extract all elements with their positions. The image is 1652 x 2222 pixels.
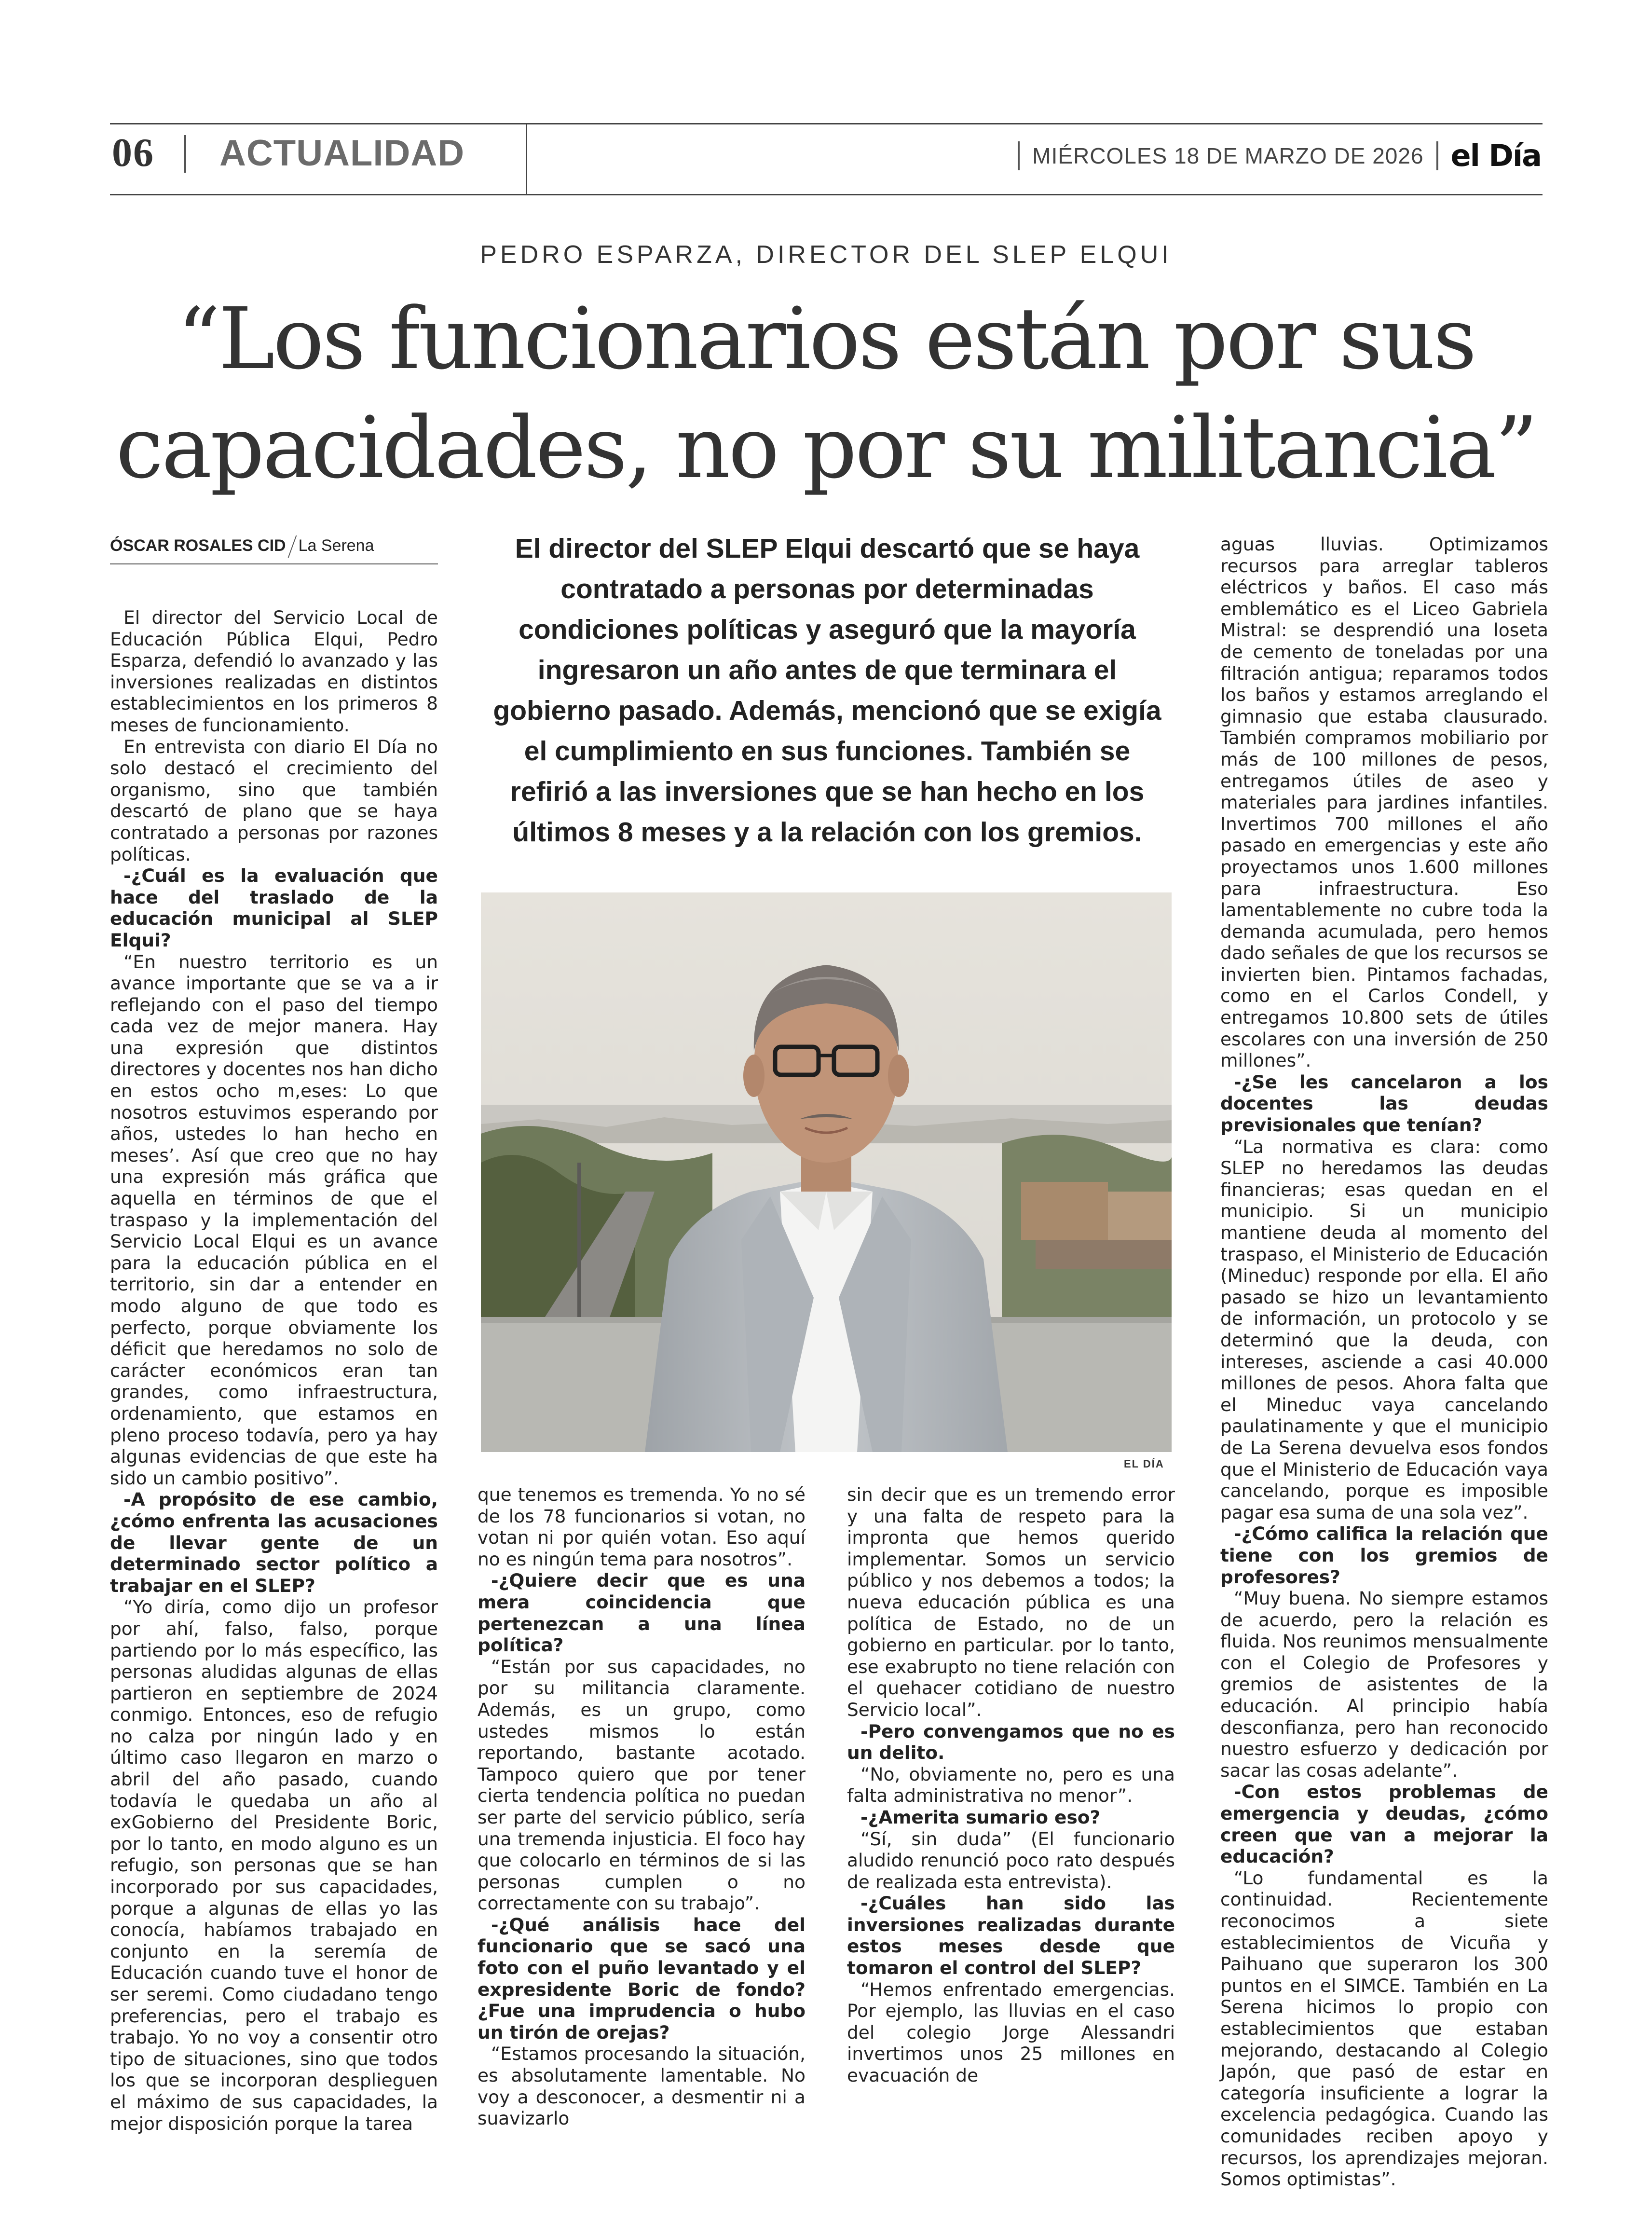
body-paragraph: aguas lluvias. Optimizamos recursos para arreglar tableros eléctricos y baños. El caso más emblemático es el Liceo Gabriela Mistral: se desprendió una loseta de cemento de toneladas por una filtración antigua; reparamos todos los baños y estamos arreglando el gimnasio que estaba clausurado. También compramos mobiliario por más de 100 millones de pesos, entregamos útiles de aseo y materiales para jardines infantiles. Invertimos 700 millones el año pasado en emergencias y este año proyectamos unos 1.600 millones para infraestructura. Eso lamentablemente no cubre toda la demanda acumulada, pero hemos dado señales de que los recursos se invierten bien. Pintamos fachadas, como en el Carlos Condell, y entregamos 10.800 sets de útiles escolares con una inversión de 250 millones”. xyxy=(1220,534,1548,1071)
interview-question: -Con estos problemas de emergencia y deudas, ¿cómo creen que van a mejorar la educación? xyxy=(1220,1781,1548,1867)
body-paragraph: que tenemos es tremenda. Yo no sé de los 78 funcionarios si votan, no votan ni por quién votan. Eso aquí no es ningún tema para nosotros”. xyxy=(478,1484,806,1570)
body-paragraph: “Están por sus capacidades, no por su militancia claramente. Además, es un grupo, como ustedes mismos lo están reportando, bastante acotado. Tampoco quiero que por tener cierta tendencia política no puedan ser parte del servicio público, sería una tremenda injusticia. El foco hay que colocarlo en términos de si las personas cumplen o no correctamente con su trabajo”. xyxy=(478,1656,806,1914)
interview-question: -¿Cómo califica la relación que tiene con los gremios de profesores? xyxy=(1220,1523,1548,1588)
byline-slash xyxy=(287,535,297,558)
interview-question: -Pero convengamos que no es un delito. xyxy=(847,1720,1175,1764)
header-rule-top xyxy=(110,123,1543,124)
photo-credit: EL DÍA xyxy=(1124,1458,1164,1470)
body-column-3 xyxy=(847,1484,1175,2086)
date-divider-left xyxy=(1018,141,1020,170)
body-paragraph: En entrevista con diario El Día no solo destacó el crecimiento del organismo, sino que también descartó de plano que se haya contratado a personas por razones políticas. xyxy=(110,736,438,865)
header-rule-bottom xyxy=(110,194,1543,195)
header-divider xyxy=(526,123,527,195)
body-paragraph: “Muy buena. No siempre estamos de acuerdo, pero la relación es fluida. Nos reunimos mensualmente con el Colegio de Profesores y gremios de asistentes de la educación. Al principio había desconfianza, pero han reconocido nuestro esfuerzo y dedicación por sacar las cosas adelante”. xyxy=(1220,1588,1548,1781)
interview-question: -A propósito de ese cambio, ¿cómo enfrenta las acusaciones de llevar gente de un determinado sector político a trabajar en el SLEP? xyxy=(110,1489,438,1596)
page-number: 06 xyxy=(112,130,154,175)
interview-question: -¿Se les cancelaron a los docentes las deudas previsionales que tenían? xyxy=(1220,1071,1548,1136)
body-paragraph: El director del Servicio Local de Educación Pública Elqui, Pedro Esparza, defendió lo avanzado y las inversiones realizadas en distintos establecimientos en los primeros 8 meses de funcionamiento. xyxy=(110,607,438,736)
body-column-4 xyxy=(1220,534,1548,2190)
body-paragraph: “Lo fundamental es la continuidad. Recientemente reconocimos a siete establecimientos de Vicuña y Paihuano que superaron los 300 puntos en el SIMCE. También en La Serena hicimos lo propio con establecimientos que estaban mejorando, destacando al Colegio Japón, que pasó de estar en categoría insuficiente a lograr la excelencia pedagógica. Cuando las comunidades reciben apoyo y recursos, los aprendizajes mejoran. Somos optimistas”. xyxy=(1220,1867,1548,2190)
body-paragraph: “Hemos enfrentado emergencias. Por ejemplo, las lluvias en el caso del colegio Jorge Alessandri invertimos unos 25 millones en evacuación de xyxy=(847,1978,1175,2086)
location: La Serena xyxy=(298,536,374,555)
body-paragraph: “La normativa es clara: como SLEP no heredamos las deudas financieras; esas quedan en el municipio. Si un municipio mantiene deuda al momento del traspaso, el Ministerio de Educación (Mineduc) responde por ella. El año pasado se hizo un levantamiento de información, un protocolo y se determinó que la deuda, con intereses, asciende a casi 40.000 millones de pesos. Ahora falta que el Mineduc vaya cancelando paulatinamente y que el municipio de La Serena devuelva esos fondos que el Ministerio de Educación vaya cancelando, porque es imposible pagar esa suma de una sola vez”. xyxy=(1220,1136,1548,1523)
portrait-photo xyxy=(481,892,1172,1452)
body-column-1 xyxy=(110,607,438,2134)
interview-question: -¿Amerita sumario eso? xyxy=(860,1806,1101,1828)
body-paragraph: “Yo diría, como dijo un profesor por ahí, falso, falso, porque partiendo por lo más específico, las personas aludidas algunas de ellas partieron en septiembre de 2024 conmigo. Entonces, eso de refugio no calza por ningún lado y en último caso llegaron en marzo o abril del año pasado, cuando todavía le quedaba un año al exGobierno del Presidente Boric, por lo tanto, en modo alguno es un refugio, son personas que se han incorporado por sus capacidades, porque a algunas de ellas yo las conocía, habíamos trabajado en conjunto en la seremía de Educación cuando tuve el honor de ser seremi. Como ciudadano tengo preferencias, pero el trabajo es trabajo. Yo no voy a consentir otro tipo de situaciones, sino que todos los que se incorporan desplieguen el máximo de sus capacidades, la mejor disposición porque la tarea xyxy=(110,1596,438,2134)
interview-question: -¿Cuáles han sido las inversiones realizadas durante estos meses desde que tomaron el control del SLEP? xyxy=(847,1893,1175,1979)
interview-question: -¿Quiere decir que es una mera coincidencia que pertenezcan a una línea política? xyxy=(478,1570,806,1656)
body-paragraph: sin decir que es un tremendo error y una falta de respeto para la impronta que hemos querido implementar. Somos un servicio público y nos debemos a todos; la nueva educación pública es una política de Estado, no de un gobierno en particular. por lo tanto, ese exabrupto no tiene relación con el quehacer cotidiano de nuestro Servicio local”. xyxy=(847,1484,1175,1720)
lead-paragraph: El director del SLEP Elqui descartó que se haya contratado a personas por determinadas condiciones políticas y aseguró que la mayoría ingresaron un año antes de que terminara el gobierno pasado. Además, mencionó que se exigía el cumplimiento en sus funciones. También se refirió a las inversiones que se han hecho en los últimos 8 meses y a la relación con los gremios. xyxy=(493,533,1161,848)
newspaper-logo: el Día xyxy=(1450,138,1541,173)
date-divider-right xyxy=(1436,141,1438,170)
kicker: PEDRO ESPARZA, DIRECTOR DEL SLEP ELQUI xyxy=(480,241,1172,269)
interview-question: -¿Qué análisis hace del funcionario que se sacó una foto con el puño levantado y el expresidente Boric de fondo? ¿Fue una imprudencia o hubo un tirón de orejas? xyxy=(478,1914,806,2043)
body-paragraph: “Estamos procesando la situación, es absolutamente lamentable. No voy a desconocer, a desmentir ni a suavizarlo xyxy=(478,2043,806,2129)
body-paragraph: “En nuestro territorio es un avance importante que se va a ir reflejando con el paso del tiempo cada vez de mejor manera. Hay una expresión que distintos directores y docentes nos han dicho en estos ocho m,eses: Lo que nosotros estuvimos esperando por años, ustedes lo han hecho en meses’. Así que creo que no hay una expresión más gráfica que aquella en términos de que el traspaso y la implementación del Servicio Local Elqui es un avance para la educación pública en el territorio, sin dar a entender en modo alguno de que todo es perfecto, porque obviamente los déficit que heredamos no solo de carácter económicos eran tan grandes, como infraestructura, ordenamiento, que estamos en pleno proceso todavía, pero ya hay algunas evidencias de que este ha sido un cambio positivo”. xyxy=(110,951,438,1489)
section-title: ACTUALIDAD xyxy=(219,133,465,174)
body-paragraph: “Sí, sin duda” (El funcionario aludido renunció poco rato después de realizada esta entrevista). xyxy=(847,1828,1175,1893)
body-column-2 xyxy=(478,1484,806,2129)
header-right xyxy=(1018,138,1541,173)
author: ÓSCAR ROSALES CID xyxy=(110,536,286,555)
interview-question: -¿Cuál es la evaluación que hace del traslado de la educación municipal al SLEP Elqui? xyxy=(110,865,438,951)
body-paragraph: “No, obviamente no, pero es una falta administrativa no menor”. xyxy=(847,1763,1175,1807)
headline: “Los funcionarios están por sus capacidades, no por su militancia” xyxy=(116,289,1536,497)
page-separator xyxy=(184,135,186,173)
issue-date: MIÉRCOLES 18 DE MARZO DE 2026 xyxy=(1032,143,1424,168)
byline xyxy=(110,535,438,564)
